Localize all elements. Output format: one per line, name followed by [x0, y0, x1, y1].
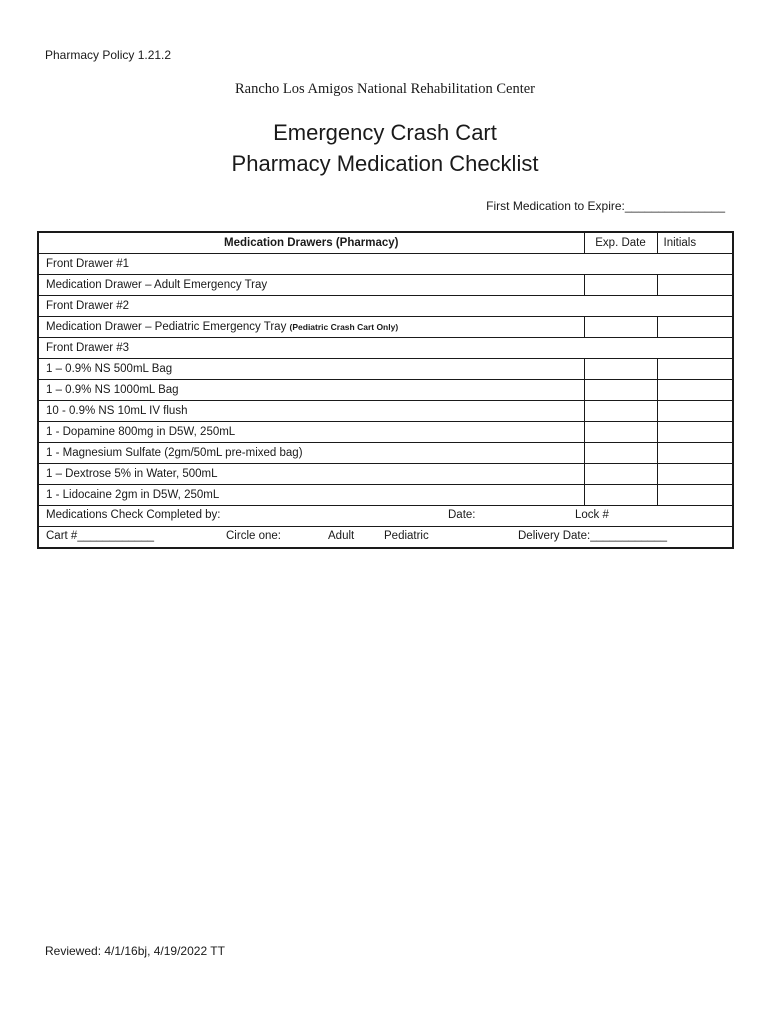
reviewed-note: Reviewed: 4/1/16bj, 4/19/2022 TT: [45, 944, 225, 958]
medication-item: 10 - 0.9% NS 10mL IV flush: [38, 401, 584, 422]
organization-name: Rancho Los Amigos National Rehabilitation Center: [234, 81, 536, 97]
pediatric-cart-note: (Pediatric Crash Cart Only): [289, 322, 399, 332]
exp-date-cell[interactable]: [584, 401, 657, 422]
initials-cell[interactable]: [657, 443, 733, 464]
medication-item: 1 - Dopamine 800mg in D5W, 250mL: [38, 422, 584, 443]
check-completed-by-field[interactable]: Medications Check Completed by:: [46, 509, 221, 521]
lock-number-field[interactable]: Lock #: [575, 509, 609, 521]
first-medication-to-expire-field[interactable]: First Medication to Expire:_______________: [486, 199, 725, 213]
medication-checklist-table: [37, 231, 734, 549]
cart-row: [38, 527, 733, 549]
delivery-date-field[interactable]: Delivery Date:____________: [518, 530, 667, 542]
cart-cell: [38, 527, 733, 549]
table-row: [38, 485, 733, 506]
initials-cell[interactable]: [657, 422, 733, 443]
circle-one-label: Circle one:: [226, 530, 281, 542]
initials-cell[interactable]: [657, 401, 733, 422]
table-row: [38, 380, 733, 401]
initials-cell[interactable]: [657, 359, 733, 380]
section-row: [38, 338, 733, 359]
medication-item: 1 – 0.9% NS 1000mL Bag: [38, 380, 584, 401]
exp-date-cell[interactable]: [584, 443, 657, 464]
exp-date-cell[interactable]: [584, 275, 657, 296]
initials-cell[interactable]: [657, 275, 733, 296]
completion-cell: [38, 506, 733, 527]
adult-option[interactable]: Adult: [328, 530, 355, 542]
table-row: [38, 422, 733, 443]
column-header-exp-date: Exp. Date: [584, 232, 657, 254]
pediatric-option[interactable]: Pediatric: [384, 530, 429, 542]
exp-date-cell[interactable]: [584, 380, 657, 401]
section-front-drawer-3: Front Drawer #3: [38, 338, 733, 359]
medication-item: [38, 317, 584, 338]
section-row: [38, 254, 733, 275]
table-header-row: [38, 232, 733, 254]
cart-number-field[interactable]: Cart #____________: [46, 530, 155, 542]
initials-cell[interactable]: [657, 464, 733, 485]
table-row: [38, 401, 733, 422]
column-header-initials: Initials: [657, 232, 733, 254]
medication-item: 1 - Lidocaine 2gm in D5W, 250mL: [38, 485, 584, 506]
medication-item-label: Medication Drawer – Pediatric Emergency Tray: [46, 321, 287, 333]
initials-cell[interactable]: [657, 380, 733, 401]
table-row: [38, 275, 733, 296]
table-row: [38, 317, 733, 338]
table-row: [38, 464, 733, 485]
column-header-medication: Medication Drawers (Pharmacy): [38, 232, 584, 254]
exp-date-cell[interactable]: [584, 422, 657, 443]
table-row: [38, 359, 733, 380]
completion-row: [38, 506, 733, 527]
date-field[interactable]: Date:: [448, 509, 476, 521]
medication-item: 1 – Dextrose 5% in Water, 500mL: [38, 464, 584, 485]
medication-item: 1 - Magnesium Sulfate (2gm/50mL pre-mixed bag): [38, 443, 584, 464]
initials-cell[interactable]: [657, 485, 733, 506]
policy-number: Pharmacy Policy 1.21.2: [45, 48, 172, 62]
exp-date-cell[interactable]: [584, 359, 657, 380]
exp-date-cell[interactable]: [584, 485, 657, 506]
section-row: [38, 296, 733, 317]
table-row: [38, 443, 733, 464]
medication-item: Medication Drawer – Adult Emergency Tray: [38, 275, 584, 296]
section-front-drawer-2: Front Drawer #2: [38, 296, 733, 317]
document-title-line-2: Pharmacy Medication Checklist: [231, 151, 539, 176]
initials-cell[interactable]: [657, 317, 733, 338]
section-front-drawer-1: Front Drawer #1: [38, 254, 733, 275]
medication-item: 1 – 0.9% NS 500mL Bag: [38, 359, 584, 380]
document-title-line-1: Emergency Crash Cart: [273, 120, 497, 145]
exp-date-cell[interactable]: [584, 464, 657, 485]
exp-date-cell[interactable]: [584, 317, 657, 338]
